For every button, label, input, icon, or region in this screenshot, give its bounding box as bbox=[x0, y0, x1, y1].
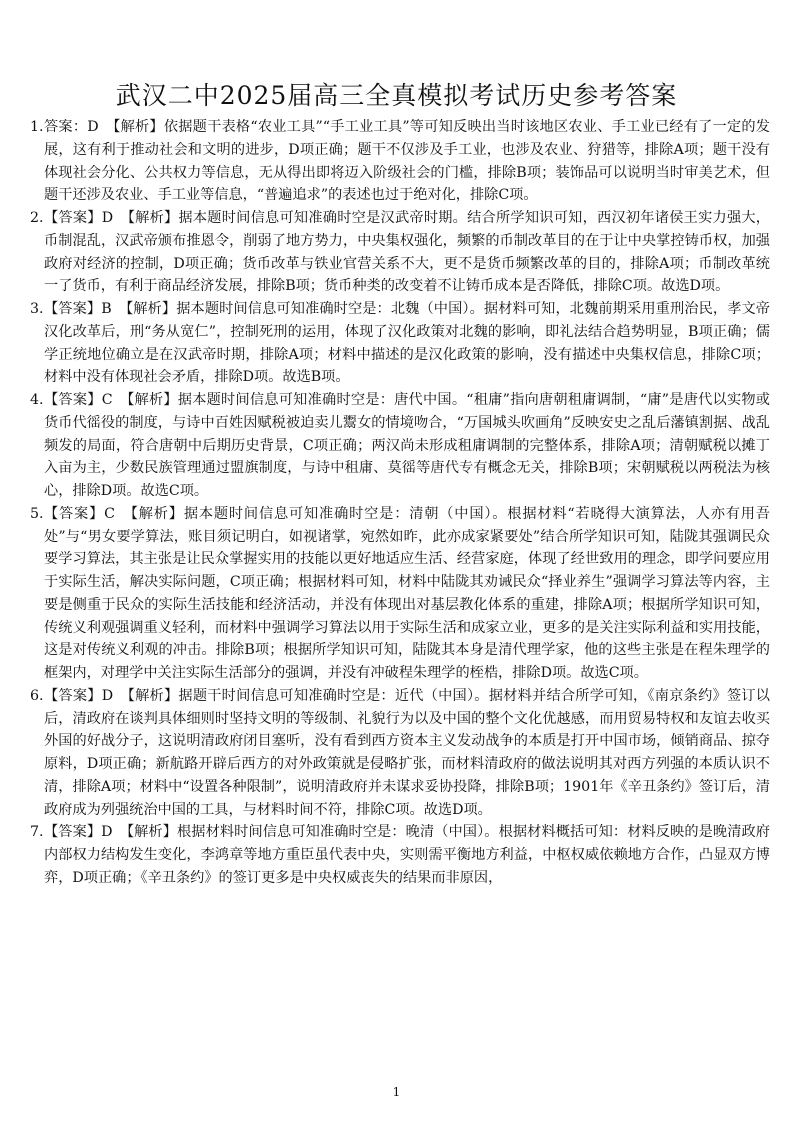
item-number: 4. bbox=[30, 392, 44, 408]
item-number: 1. bbox=[30, 119, 44, 135]
item-number: 3. bbox=[30, 301, 44, 317]
answer-item-1 bbox=[30, 116, 770, 207]
item-number: 2. bbox=[30, 210, 44, 226]
item-number: 7. bbox=[30, 824, 44, 841]
item-number: 5. bbox=[30, 505, 44, 522]
page-number: 1 bbox=[392, 1085, 401, 1099]
answer-item-7 bbox=[30, 821, 770, 889]
item-text: 【答案】B 【解析】据本题时间信息可知准确时空是：北魏（中国）。据材料可知，北魏前期采用重刑治民，孝文帝汉化改革后，刑“务从宽仁”，控制死刑的运用，体现了汉化政策对北魏的影响，即礼法结合趋势明显，B项正确；儒学正统地位确立是在汉武帝时期，排除A项；材料中描述的是汉化政策的影响，没有描述中央集权信息，排除C项；材料中没有体现社会矛盾，排除D项。故选B项。 bbox=[44, 301, 770, 386]
item-text: 【答案】C 【解析】据本题时间信息可知准确时空是：清朝（中国）。根据材料“若晓得大演算法，人亦有用吾处”与“男女要学算法，账目须记明白，如视诸掌，宛然如昨，此亦成家紧要处”结合所学知识可知，陆陇其强调民众要学习算法，其主张是让民众掌握实用的技能以更好地适应生活、经营家庭，体现了经世致用的理念，即学问要应用于实际生活，解决实际问题，C项正确；根据材料可知，材料中陆陇其劝诫民众“择业养生”强调学习算法等内容，主要是侧重于民众的实际生活技能和经济活动，并没有体现出对基层教化体系的重建，排除A项；根据所学知识可知，传统义利观强调重义轻利，而材料中强调学习算法以用于实际生活和成家立业，更多的是关注实际利益和实用技能，这是对传统义利观的冲击。排除B项；根据所学知识可知，陆陇其本身是清代理学家，他的这些主张是在程朱理学的框架内，对理学中关注实际生活部分的强调，并没有冲破程朱理学的桎梏，排除D项。故选C项。 bbox=[44, 505, 770, 681]
item-text: 【答案】D 【解析】根据材料时间信息可知准确时空是：晚清（中国）。根据材料概括可知：材料反映的是晚清政府内部权力结构发生变化，李鸿章等地方重臣虽代表中央，实则需平衡地方利益，中枢权威依赖地方合作，凸显双方博弈，D项正确；《辛丑条约》的签订更多是中央权威丧失的结果而非原因， bbox=[44, 824, 770, 886]
item-text: 【答案】C 【解析】据本题时间信息可知准确时空是：唐代中国。“租庸”指向唐朝租庸调制，“庸”是唐代以实物或货币代徭役的制度，与诗中百姓因赋税被迫卖儿鬻女的情境吻合，“万国城头吹画角”反映安史之乱后藩镇割据、战乱频发的局面，符合唐朝中后期历史背景，C项正确；两汉尚未形成租庸调制的完整体系，排除A项；清朝赋税以摊丁入亩为主，少数民族管理通过盟旗制度，与诗中租庸、莫徭等唐代专有概念无关，排除B项；宋朝赋税以两税法为核心，排除D项。故选C项。 bbox=[44, 392, 770, 499]
document-title: 武汉二中2025届高三全真模拟考试历史参考答案 bbox=[115, 81, 678, 110]
answer-list bbox=[30, 116, 770, 890]
answer-item-2 bbox=[30, 207, 770, 298]
answer-item-3 bbox=[30, 298, 770, 389]
answer-item-6 bbox=[30, 685, 770, 822]
item-text: 答案：D 【解析】依据题干表格“农业工具”“手工业工具”等可知反映出当时该地区农业、手工业已经有了一定的发展，这有利于推动社会和文明的进步，D项正确；题干不仅涉及手工业，也涉及农业、狩猎等，排除A项；题干没有体现社会分化、公共权力等信息，无从得出即将迈入阶级社会的门槛，排除B项；装饰品可以说明当时审美艺术，但题干还涉及农业、手工业等信息，“普遍追求”的表述也过于绝对化，排除C项。 bbox=[44, 119, 770, 204]
item-text: 【答案】D 【解析】据题干时间信息可知准确时空是：近代（中国）。据材料并结合所学可知，《南京条约》签订以后，清政府在谈判具体细则时坚持文明的等级制、礼貌行为以及中国的整个文化优越感，而用贸易特权和友谊去收买外国的好战分子，这说明清政府闭目塞听，没有看到西方资本主义发动战争的本质是打开中国市场，倾销商品、掠夺原料，D项正确；新航路开辟后西方的对外政策就是侵略扩张，而材料清政府的做法说明其对西方列强的本质认识不清，排除A项；材料中“设置各种限制”，说明清政府并未谋求妥协投降，排除B项；1901年《辛丑条约》签订后，清政府成为列强统治中国的工具，与材料时间不符，排除C项。故选D项。 bbox=[44, 687, 770, 818]
answer-item-4 bbox=[30, 389, 770, 503]
item-number: 6. bbox=[30, 687, 44, 704]
item-text: 【答案】D 【解析】据本题时间信息可知准确时空是汉武帝时期。结合所学知识可知，西汉初年诸侯王实力强大，币制混乱，汉武帝颁布推恩令，削弱了地方势力，中央集权强化，频繁的币制改革目的在于让中央掌控铸币权，加强政府对经济的控制，D项正确；货币改革与铁业官营关系不大，更不是货币频繁改革的目的，排除A项；币制改革统一了货币，有利于商品经济发展，排除B项；货币种类的改变着不让铸币成本是否降低，排除C项。故选D项。 bbox=[44, 210, 770, 295]
answer-item-5 bbox=[30, 503, 770, 685]
